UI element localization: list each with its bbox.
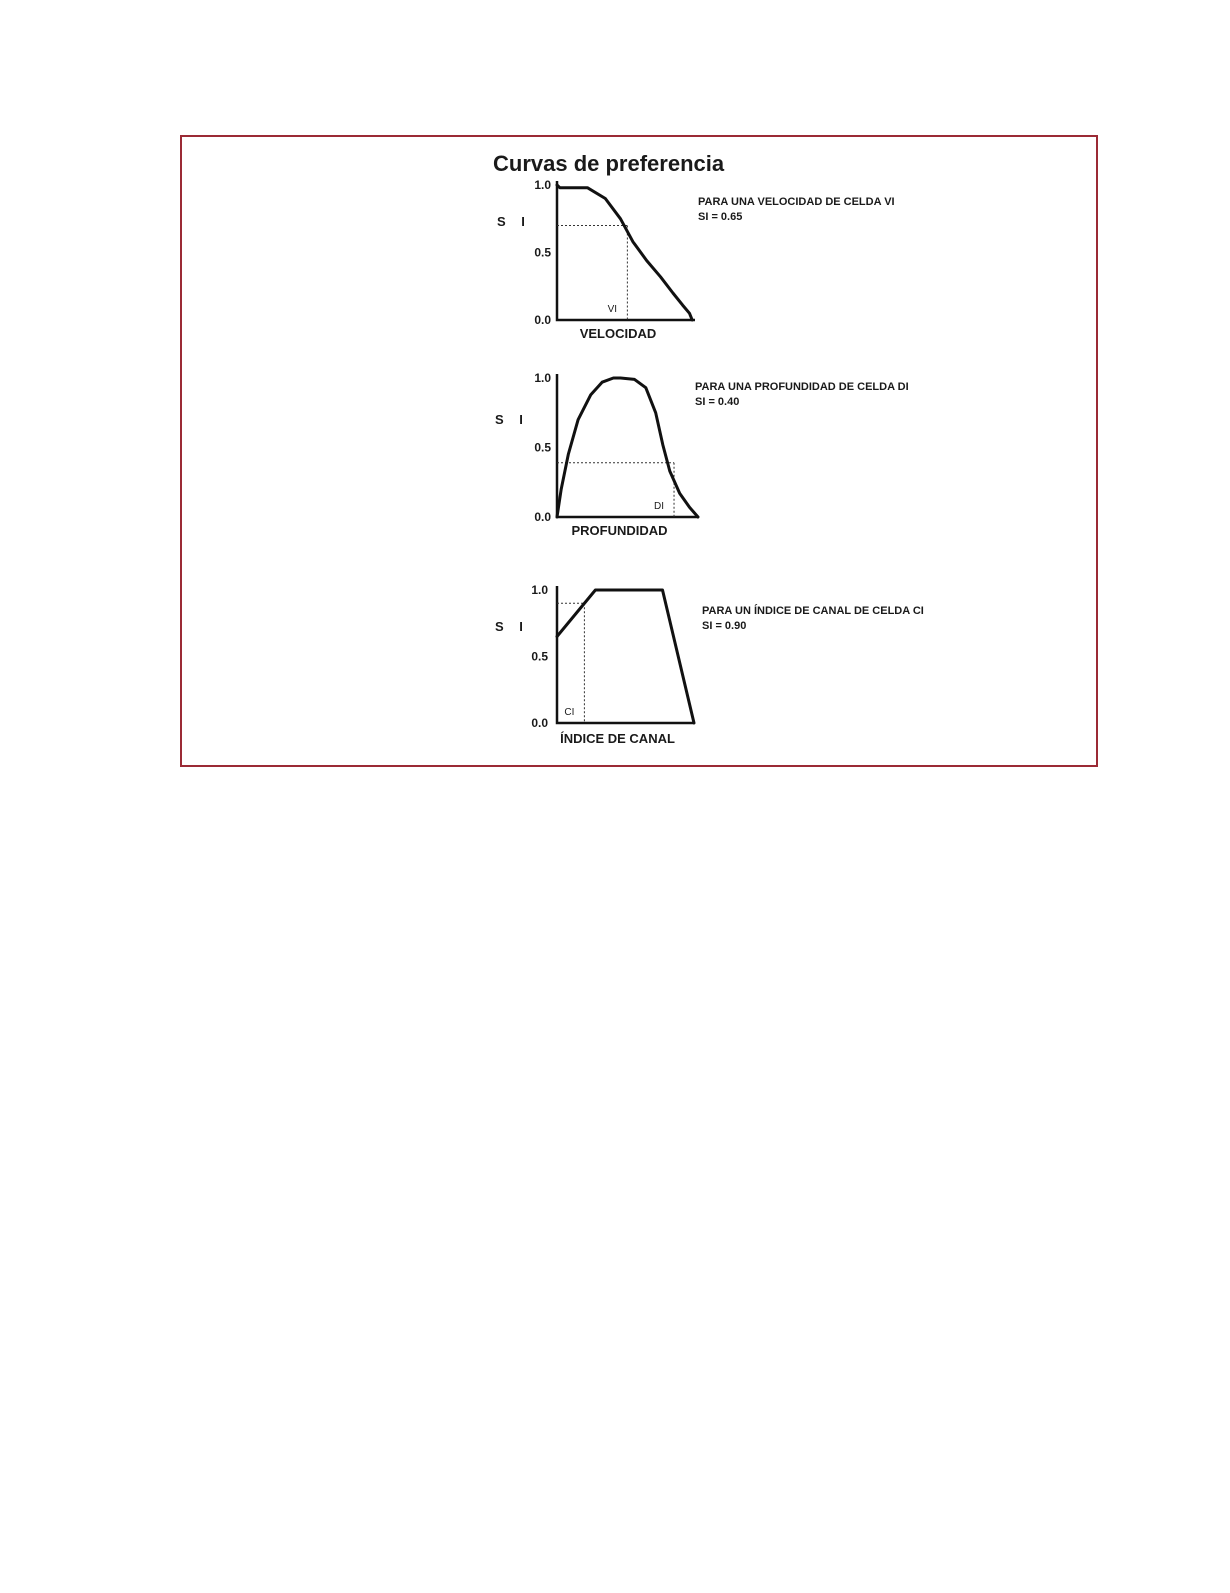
annotation-line: SI = 0.40 <box>695 396 740 408</box>
y-tick-label: 0.5 <box>534 245 551 260</box>
annotation-line: PARA UN ÍNDICE DE CANAL DE CELDA CI <box>702 605 924 617</box>
y-tick-label: 0.0 <box>534 313 551 327</box>
y-tick-label: 1.0 <box>534 371 551 385</box>
axis-lines <box>557 586 694 723</box>
chart-panel-3 <box>495 583 924 746</box>
y-tick-label: 0.0 <box>531 716 548 730</box>
chart-panel-2 <box>495 371 909 538</box>
preference-curve <box>557 378 698 517</box>
x-axis-label: ÍNDICE DE CANAL <box>560 731 675 746</box>
panels-group <box>495 178 924 746</box>
figure-title: Curvas de preferencia <box>493 151 725 176</box>
x-axis-label: VELOCIDAD <box>579 326 657 341</box>
preference-curve <box>557 185 692 320</box>
y-tick-label: 1.0 <box>531 583 548 597</box>
preference-curve <box>557 590 694 723</box>
y-tick-label: 1.0 <box>534 178 551 192</box>
x-axis-label: PROFUNDIDAD <box>571 523 668 538</box>
chart-panel-1 <box>497 178 895 341</box>
marker-label: VI <box>607 304 618 315</box>
y-axis-label: S I <box>495 412 529 427</box>
annotation-line: SI = 0.90 <box>702 620 747 632</box>
y-tick-label: 0.0 <box>534 510 551 524</box>
y-axis-label: S I <box>495 619 529 634</box>
axis-lines <box>557 374 698 517</box>
axis-lines <box>557 181 695 320</box>
y-axis-label: S I <box>497 214 531 229</box>
marker-label: DI <box>654 501 665 512</box>
annotation-line: PARA UNA VELOCIDAD DE CELDA VI <box>698 196 895 208</box>
annotation-line: SI = 0.65 <box>698 211 743 223</box>
annotation-line: PARA UNA PROFUNDIDAD DE CELDA DI <box>695 381 909 393</box>
y-tick-label: 0.5 <box>534 440 551 455</box>
marker-label: CI <box>564 707 575 718</box>
y-tick-label: 0.5 <box>531 649 548 664</box>
